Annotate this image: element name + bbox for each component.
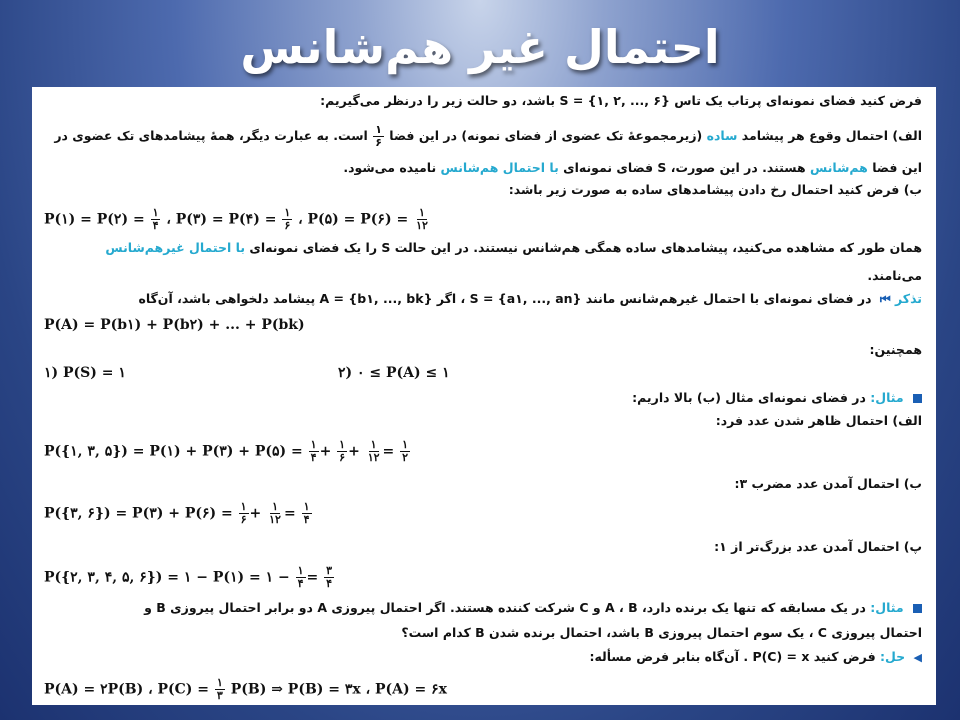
formula-odd: P({۱, ۳, ۵}) = P(۱) + P(۳) + P(۵) = $\frac{۱}{۴}$ + $\frac{۱}{۶}$ + $\frac{۱}{۱۲}$ = $\frac{۱}{۲}$ bbox=[44, 438, 409, 464]
example1-part-c: پ) احتمال آمدن عدد بزرگ‌تر از ۱: bbox=[714, 539, 922, 554]
part-b-line: ب) فرض کنید احتمال رخ دادن پیشامدهای ساده به صورت زیر باشد: bbox=[508, 182, 922, 197]
slide-title: احتمال غیر هم‌شانس bbox=[240, 20, 720, 74]
solution-line: ◀ حل: فرض کنید P(C) = x . آن‌گاه بنابر فرض مسأله: bbox=[589, 648, 922, 667]
not-equally-likely-term: با احتمال غیرهم‌شانس bbox=[105, 240, 246, 255]
example1-line: مثال: در فضای نمونه‌ای مثال (ب) بالا داریم: bbox=[632, 389, 922, 407]
example2-line2: احتمال پیروزی C ، یک سوم احتمال پیروزی B باشد، احتمال برنده شدن B کدام است؟ bbox=[401, 625, 922, 640]
observation-line: همان طور که مشاهده می‌کنید، پیشامدهای ساده همگی هم‌شانس نیستند. در این حالت S را یک فضای نمونه‌ای با احتمال غیرهم‌شانس bbox=[105, 240, 922, 255]
axiom-1: ۱) P(S) = ۱ bbox=[44, 365, 126, 381]
observation-line2: می‌نامند. bbox=[867, 268, 922, 283]
part-a-text: الف) احتمال وقوع هر پیشامد bbox=[741, 128, 922, 143]
also-line: همچنین: bbox=[869, 342, 922, 357]
part-a-text2: (زیرمجموعهٔ تک عضوی از فضای نمونه) در این فضا bbox=[389, 128, 703, 143]
solution-label: حل: bbox=[880, 649, 906, 664]
bullet-square-icon bbox=[913, 394, 922, 403]
intro-line: فرض کنید فضای نمونه‌ای پرتاب یک تاس {۶ ,... ,۲ ,۱} = S باشد، دو حالت زیر را درنظر می‌گیریم: bbox=[320, 93, 922, 108]
note-line: تذکر ⏮ در فضای نمونه‌ای با احتمال غیرهم‌شانس مانند {S = {a۱, ..., an ، اگر {A = {b۱, ..., bk پیشامد دلخواهی باشد، آن‌گاه bbox=[138, 291, 922, 306]
formula-sum-events: P(A) = P(b۱) + P(b۲) + ... + P(bk) bbox=[44, 317, 305, 333]
example2-line1: مثال: در یک مسابقه که تنها یک برنده دارد، A ، B و C شرکت کننده هستند. اگر احتمال پیروزی A دو برابر احتمال پیروزی B و bbox=[144, 599, 922, 617]
triangle-pointer-icon: ◀ bbox=[913, 651, 922, 664]
fraction-one-sixth: $\frac{۱}{۶}$ bbox=[375, 123, 382, 149]
part-a-line2: این فضا هم‌شانس هستند. در این صورت، S فضای نمونه‌ای با احتمال هم‌شانس نامیده می‌شود. bbox=[343, 160, 922, 175]
formula-multiple-of-3: P({۳, ۶}) = P(۳) + P(۶) = $\frac{۱}{۶}$ + $\frac{۱}{۱۲}$ = $\frac{۱}{۴}$ bbox=[44, 500, 310, 526]
content-panel bbox=[32, 87, 936, 705]
example1-part-b: ب) احتمال آمدن عدد مضرب ۳: bbox=[734, 476, 922, 491]
example2-label: مثال: bbox=[870, 600, 904, 615]
part-a-text3: است. به عبارت دیگر، همهٔ پیشامدهای تک عضوی در bbox=[54, 128, 368, 143]
example1-label: مثال: bbox=[870, 390, 904, 405]
note-label: تذکر bbox=[895, 291, 922, 306]
rewind-icon: ⏮ bbox=[879, 292, 891, 306]
part-a-line1 bbox=[54, 124, 922, 149]
axiom-2: ۲) ۰ ≤ P(A) ≤ ۱ bbox=[338, 365, 450, 381]
formula-simple-events: P(۱) = P(۲) = $\frac{۱}{۴}$ ، P(۳) = P(۴) = $\frac{۱}{۶}$ ، P(۵) = P(۶) = $\frac{۱}{۱۲}$ bbox=[44, 206, 428, 232]
simple-event-term: ساده bbox=[706, 128, 738, 143]
example1-part-a: الف) احتمال ظاهر شدن عدد فرد: bbox=[715, 413, 922, 428]
bullet-square-icon bbox=[913, 604, 922, 613]
equally-likely-probability-term: با احتمال هم‌شانس bbox=[440, 160, 559, 175]
formula-greater-than-1: P({۲, ۳, ۴, ۵, ۶}) = ۱ − P(۱) = ۱ − $\frac{۱}{۴}$ = $\frac{۳}{۴}$ bbox=[44, 564, 333, 590]
formula-solution: P(A) = ۲P(B) ، P(C) = $\frac{۱}{۳}$ P(B) ⇒ P(B) = ۳x ، P(A) = ۶x bbox=[44, 676, 448, 702]
equally-likely-term: هم‌شانس bbox=[810, 160, 868, 175]
